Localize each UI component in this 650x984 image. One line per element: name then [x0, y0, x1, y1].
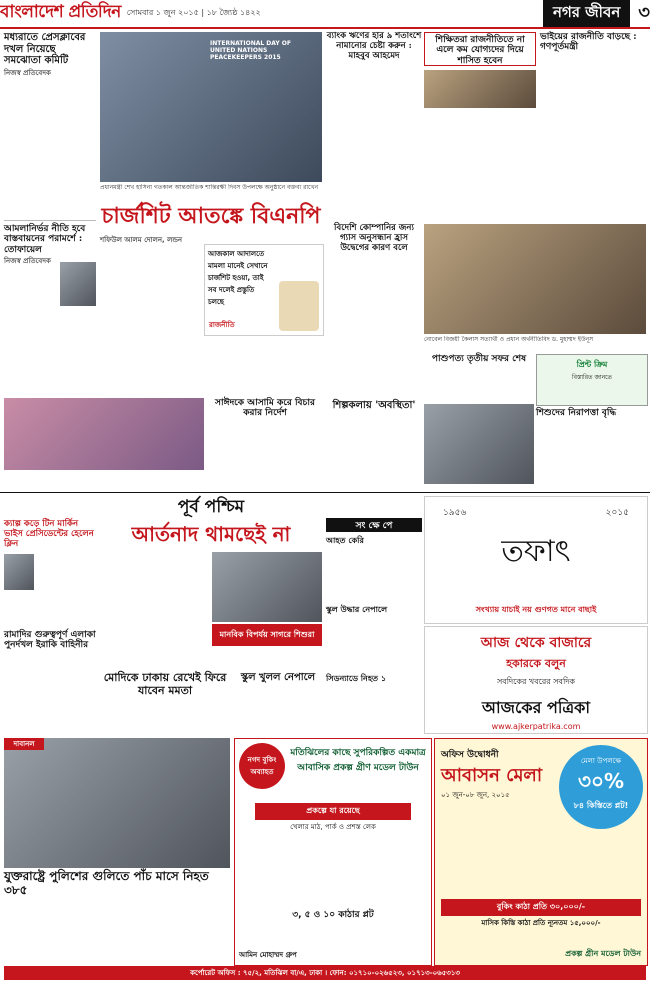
- section-title-2: পূর্ব পশ্চিম: [177, 497, 245, 517]
- story-children: [536, 408, 646, 500]
- mela-dates: ০১ জুন-০৮ জুন, ২০১৫: [441, 791, 510, 799]
- main-body-cont: [204, 336, 322, 394]
- nobel-photo: [424, 224, 646, 334]
- event-photo: [100, 32, 322, 182]
- year-right: ২০১৫: [605, 508, 629, 518]
- story-headline: মোদিকে ঢাকায় রেখেই ফিরে যাবেন মমতা: [103, 671, 227, 697]
- story-body: [424, 366, 534, 406]
- main-byline: শফিউল আলম দোলন, লন্ডন: [100, 236, 183, 244]
- ad-line2: হকারকে বলুন: [506, 657, 566, 670]
- mela-footer: প্রকল্প গ্রীন মডেল টাউন: [565, 949, 641, 958]
- mela-big: আবাসন মেলা: [441, 765, 543, 786]
- ad-head: মতিঝিলের কাছে সুপরিকল্পিত একমাত্র আবাসিক প্রকল্প গ্রীণ মডেল টাউন: [290, 748, 426, 773]
- story-body: [208, 421, 322, 481]
- story-pashupoti: [424, 354, 534, 406]
- story-byline: নিজস্ব প্রতিবেদক: [4, 68, 51, 77]
- section-rule: [0, 492, 650, 493]
- cartoon-figure: [279, 281, 319, 331]
- story-tofael: [4, 224, 96, 267]
- city-photo: [424, 404, 534, 484]
- abason-mela-ad: [434, 738, 648, 966]
- story-headline: স্কুল খুলল নেপালে: [240, 672, 316, 683]
- dateline: সোমবার ১ জুন ২০১৫ | ১৮ জ্যৈষ্ঠ ১৪২২: [126, 7, 261, 17]
- story-gas: [326, 224, 422, 407]
- mela-booking: বুকিং কাঠা প্রতি ৩০,০০০/-: [441, 899, 641, 916]
- story-body: [326, 414, 422, 494]
- street-photo: [4, 738, 230, 868]
- story-headline: রামাদির গুরুত্বপূর্ণ এলাকা পুনর্দখল ইরাকি বাহিনীর: [4, 630, 96, 651]
- header-rule: [0, 27, 650, 29]
- mela-monthly: মাসিক কিস্তি কাঠা প্রতি ন্যূনতম ১৫,০০০/-: [481, 919, 601, 927]
- cartoon-photo: [424, 70, 536, 108]
- snippet-title: স্কুল উদ্ধার নেপালে: [326, 604, 388, 615]
- story-body: [326, 65, 422, 215]
- snippet-body: [326, 545, 422, 605]
- story-headline: ক্যাল্প কড়ে টিন মার্কিন ভাইস প্রেসিডেন্টের হেলেন ক্লিন: [4, 519, 94, 549]
- main-headline-box: [100, 202, 322, 232]
- cartoon-label: রাজনীতি: [209, 321, 235, 329]
- arton-headline: আর্তনাদ থামছেই না: [131, 521, 291, 546]
- story-body: [212, 648, 322, 672]
- offer-pct: ৩০%: [577, 769, 625, 793]
- snippet-body: [326, 614, 422, 674]
- masthead-area: [0, 0, 330, 26]
- section-title: নগর জীবন: [543, 0, 630, 28]
- tafat-sub: সংখ্যায় যাচাই নয় গুণগত মানে বাছাই: [475, 605, 597, 614]
- women-photo: [4, 398, 204, 470]
- ad-line1: আজ থেকে বাজারে: [480, 635, 592, 651]
- main-headline: চার্জশিট আতঙ্কে বিএনপি: [101, 203, 321, 230]
- arton-head-box: [100, 520, 322, 548]
- ajker-ad: [424, 626, 648, 734]
- story-body: [424, 110, 536, 220]
- snippet-title: আহত কেরি: [326, 535, 364, 545]
- cartoon-box: [204, 244, 324, 336]
- photo-caption: [4, 472, 204, 488]
- photo-caption: প্রধানমন্ত্রী শেখ হাসিনা গতকাল আন্তর্জাতিক শান্তিরক্ষী দিবস উপলক্ষে অনুষ্ঠানে বক্তব্য রাখেন: [100, 184, 319, 191]
- story-byline: নিজস্ব প্রতিবেদক: [4, 257, 51, 266]
- story-body: [4, 900, 230, 972]
- story-body: [4, 653, 96, 713]
- year-left: ১৯৫৬: [443, 508, 467, 518]
- story-usa: [4, 870, 230, 972]
- snippet-title: সিডন্যাডে নিহত ১: [326, 673, 387, 684]
- story-headline: ব্যাংক ঋণের হার ৯ শতাংশে নামানোর চেষ্টা করুন : মাহবুব আহমেদ: [326, 31, 422, 61]
- offer-kisti: ৮৪ কিস্তিতে প্লট!: [573, 801, 629, 810]
- story-headline: যুক্তরাষ্ট্রে পুলিশের গুলিতে পাঁচ মাসে নিহত ৩৮৫: [4, 869, 209, 897]
- story-art: [326, 400, 422, 494]
- masthead: বাংলাদেশ প্রতিদিন: [0, 2, 121, 22]
- story-headline: সাঈদকে আসামি করে বিচার করার নির্দেশ: [215, 398, 315, 419]
- portrait-photo: [60, 262, 96, 306]
- ad-details: [241, 835, 425, 905]
- page-number: ৩: [638, 1, 650, 23]
- ad-plots: ৩, ৫ ও ১০ কাঠার প্লট: [292, 910, 374, 920]
- story-headline: শিল্পকলায় 'অবস্থিতা': [332, 400, 416, 411]
- story-body: [540, 57, 646, 217]
- story-educated-head-box: [424, 32, 536, 66]
- snippet-body: [326, 684, 422, 744]
- story-headline: ভাইয়ের রাজনীতি বাড়ছে : গণপূর্তমন্ত্রী: [540, 32, 637, 53]
- ad-company: আমিন মোহাম্মদ গ্রুপ: [239, 951, 297, 959]
- ad-line3: সবদিকের খবরের সবদিক: [496, 677, 576, 686]
- story-bank: [326, 32, 422, 215]
- story-headline: শিক্ষিতরা রাজনীতিতে না এলে কম যোগ্যদের দিয়ে শাসিত হবেন: [435, 35, 525, 66]
- story-rumor: [4, 630, 96, 713]
- ad-ready: প্রকল্পে যা রয়েছে: [255, 803, 411, 820]
- green-model-town-ad: [234, 738, 432, 966]
- story-saeed: [208, 398, 322, 481]
- story-body: [536, 420, 646, 500]
- story-body: [4, 81, 96, 231]
- ad-url: www.ajkerpatrika.com: [491, 722, 581, 731]
- cartoon-text: আজকাল আদালতে মামলা মানেই সেখানে চার্জশিট হওয়া, তাই সব দলেই প্রস্তুতি চলছে: [208, 250, 268, 306]
- story-headline: শিশুদের নিরাপত্তা বৃদ্ধি: [536, 408, 617, 418]
- mela-title: অফিস উদ্বোধনী: [441, 750, 499, 760]
- story-body: [4, 262, 58, 392]
- ad-sub: বিস্তারিত জানতে: [571, 374, 613, 381]
- story-brother: [540, 32, 646, 217]
- offer-badge: [559, 745, 643, 829]
- ad-name: আজকের পত্রিকা: [482, 698, 590, 717]
- divider: [4, 220, 96, 221]
- story-body: [326, 257, 422, 407]
- tafat-logo: তফাৎ: [501, 534, 571, 569]
- story-headline: বিদেশি কোম্পানির জন্য গ্যাস অনুসন্ধান হ্রাস উদ্বেগের কারণ বলে: [334, 223, 414, 253]
- inset-label: মানবিক বিপর্যয় সাগরে শিশুরা: [212, 624, 322, 646]
- main-body: [100, 244, 200, 394]
- mela-details: [441, 835, 641, 895]
- story-headline: আমলানির্ভর নীতি হবে বাস্তবায়নের পরামর্শে : তোফায়েল: [4, 224, 86, 255]
- booking-stamp: নগদ বুকিং অব্যাহত: [239, 743, 285, 789]
- snippets-header: সং ক্ষে পে: [326, 518, 422, 532]
- print-ad: [536, 354, 648, 406]
- boat-photo: [212, 552, 322, 622]
- offer-label: মেলা উপলক্ষে: [580, 757, 622, 765]
- tafat-ad: [424, 496, 648, 624]
- story-ashton: [4, 520, 96, 549]
- photo-caption: নোবেল বিজয়ী কৈলাস সত্যার্থী ও প্রধান অর্থনীতিবিদ ড. মুহাম্মদ ইউনূস: [424, 336, 594, 343]
- ad-bullets: খেলার মাঠ, পার্ক ও প্রশস্ত লেক: [290, 823, 376, 831]
- ad-title: প্রিন্ট ক্রিম: [576, 360, 608, 369]
- story-pressclub: [4, 32, 96, 231]
- photo-tag: দাবানল: [4, 738, 44, 750]
- story-headline: পাশুপত্য তৃতীয় সফর শেষ: [431, 354, 527, 364]
- story-body: [100, 552, 208, 672]
- story-body: [36, 554, 96, 614]
- banner-text: INTERNATIONAL DAY OF UNITED NATIONS PEACEKEEPERS 2015: [210, 40, 291, 61]
- snippets-list: [326, 536, 422, 744]
- portrait-photo: [4, 554, 34, 590]
- ad-footer-address: কর্পোরেট অফিস : ৭৫/২, মতিঝিল বা/এ, ঢাকা । ফোন: ০১৭১০-০২৬৫২৩, ০১৭১৩-০৬৫৩১৩: [4, 966, 646, 980]
- section-header: [452, 0, 650, 26]
- story-headline: মধ্যরাতে প্রেসক্লাবের দখল নিয়েছে সমঝোতা কমিটি: [4, 32, 86, 66]
